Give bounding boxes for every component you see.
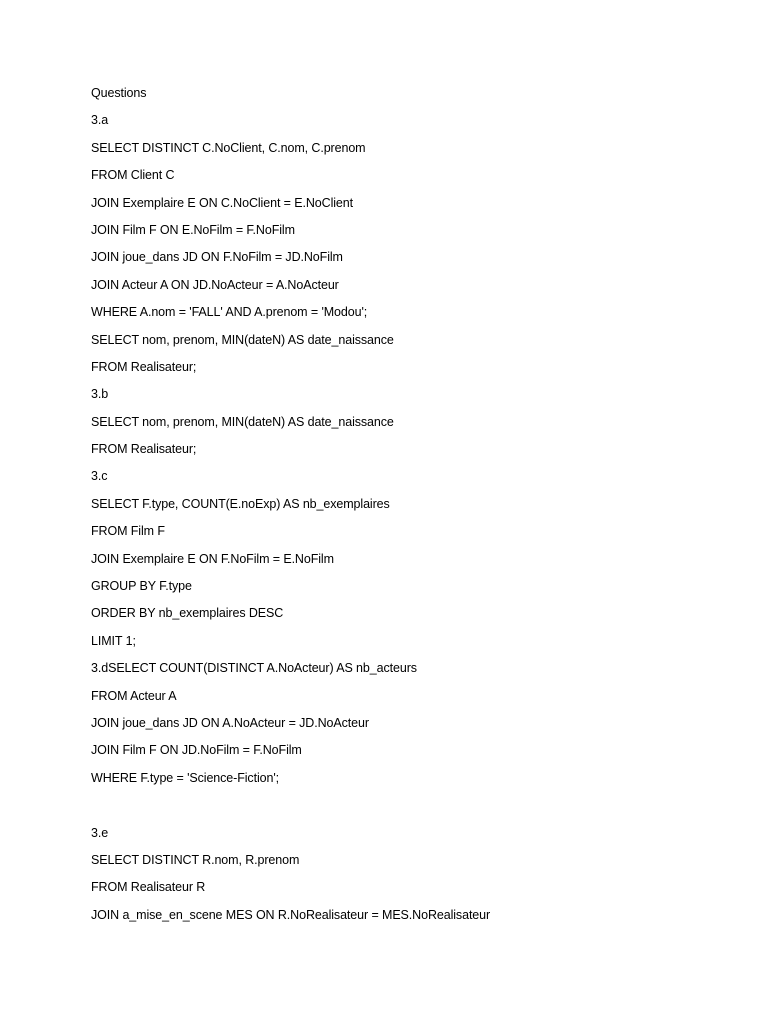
sql-line: ORDER BY nb_exemplaires DESC [91, 606, 284, 621]
sql-line: JOIN joue_dans JD ON F.NoFilm = JD.NoFilm [91, 250, 343, 265]
sql-line: FROM Film F [91, 524, 165, 539]
sql-line: FROM Realisateur; [91, 442, 197, 457]
sql-line: SELECT nom, prenom, MIN(dateN) AS date_naissance [91, 332, 394, 347]
sql-line: FROM Acteur A [91, 688, 177, 703]
blank-line [91, 796, 731, 823]
sql-line: FROM Client C [91, 168, 175, 183]
sql-line: JOIN a_mise_en_scene MES ON R.NoRealisateur = MES.NoRealisateur [91, 907, 491, 922]
heading-questions: Questions [91, 86, 147, 100]
sql-line: WHERE F.type = 'Science-Fiction'; [91, 770, 279, 785]
sql-line: SELECT DISTINCT C.NoClient, C.nom, C.prenom [91, 140, 366, 155]
sql-line: SELECT F.type, COUNT(E.noExp) AS nb_exemplaires [91, 496, 390, 511]
sql-line: JOIN Exemplaire E ON C.NoClient = E.NoClient [91, 195, 354, 210]
document-content [91, 84, 731, 933]
sql-line: LIMIT 1; [91, 633, 136, 648]
question-label-3e: 3.e [91, 825, 109, 840]
question-label-3b: 3.b [91, 387, 109, 402]
sql-line: JOIN Acteur A ON JD.NoActeur = A.NoActeur [91, 277, 339, 292]
sql-line: JOIN joue_dans JD ON A.NoActeur = JD.NoActeur [91, 715, 369, 730]
sql-line: FROM Realisateur R [91, 880, 206, 895]
sql-line: SELECT DISTINCT R.nom, R.prenom [91, 852, 300, 867]
sql-line: GROUP BY F.type [91, 579, 192, 594]
sql-line: JOIN Film F ON E.NoFilm = F.NoFilm [91, 222, 295, 237]
sql-line: WHERE A.nom = 'FALL' AND A.prenom = 'Modou'; [91, 305, 368, 320]
sql-line: JOIN Film F ON JD.NoFilm = F.NoFilm [91, 743, 302, 758]
question-label-3a: 3.a [91, 113, 109, 128]
sql-line: JOIN Exemplaire E ON F.NoFilm = E.NoFilm [91, 551, 334, 566]
sql-line: SELECT nom, prenom, MIN(dateN) AS date_naissance [91, 414, 394, 429]
question-label-3c: 3.c [91, 469, 108, 484]
sql-line: FROM Realisateur; [91, 359, 197, 374]
question-label-3d: 3.dSELECT COUNT(DISTINCT A.NoActeur) AS nb_acteurs [91, 661, 417, 676]
